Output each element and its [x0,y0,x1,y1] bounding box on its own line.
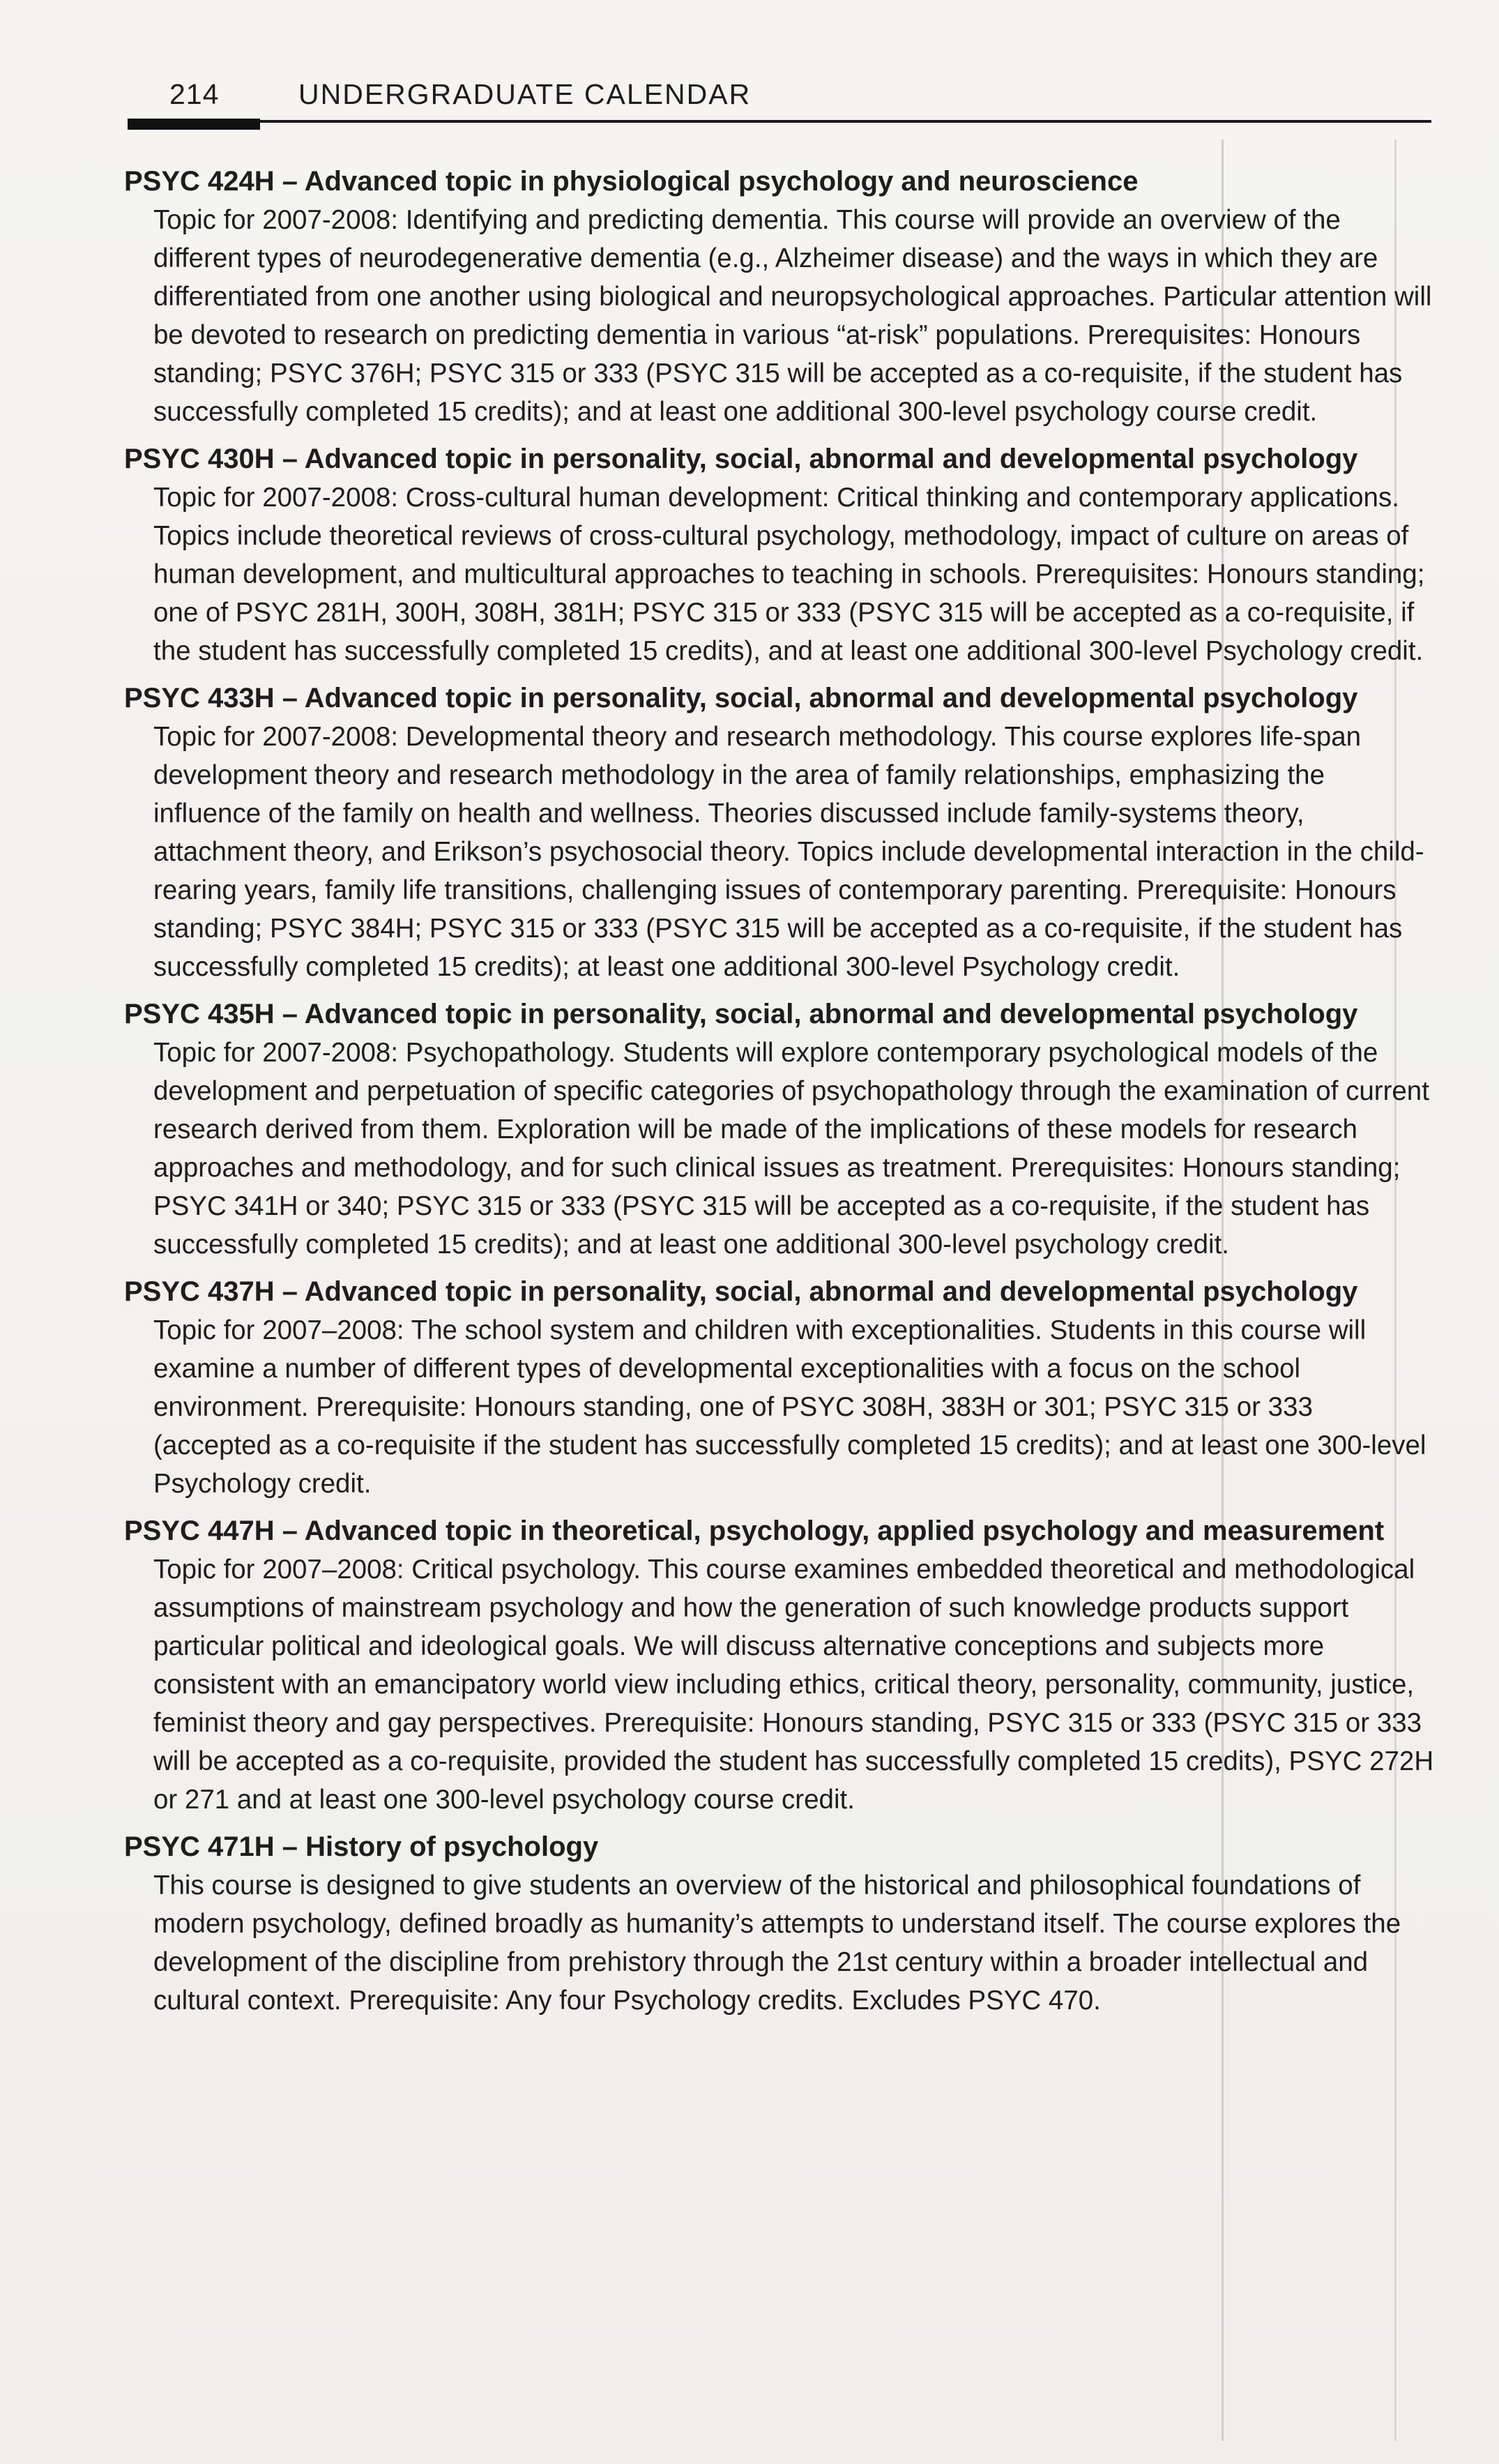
course-title: PSYC 447H – Advanced topic in theoretical, psychology, applied psychology and measurement [124,1516,1385,1546]
page-header [128,78,1431,127]
course-title: PSYC 471H – History of psychology [124,1831,599,1862]
course-description: Topic for 2007–2008: The school system and children with exceptionalities. Students in this course will examine a number of different types of developmental exceptionalities with a focus on the school environment. Prerequisite: Honours standing, one of PSYC 308H, 383H or 301; PSYC 315 or 333 (accepted as a co-requisite if the student has successfully completed 15 credits); and at least one 300-level Psychology credit. [153,1315,1426,1499]
running-title: UNDERGRADUATE CALENDAR [298,78,752,110]
course-title: PSYC 424H – Advanced topic in physiological psychology and neuroscience [124,166,1139,197]
course-entry [124,1272,1435,1503]
course-description: This course is designed to give students an overview of the historical and philosophical foundations of modern psychology, defined broadly as humanity’s attempts to understand itself. The course explores the development of the discipline from prehistory through the 21st century within a broader intellectual and cultural context. Prerequisite: Any four Psychology credits. Excludes PSYC 470. [153,1870,1401,2016]
course-entry [124,1827,1435,2020]
header-rule [128,120,1431,123]
course-entry [124,162,1435,431]
course-title: PSYC 437H – Advanced topic in personality, social, abnormal and developmental psychology [124,1276,1358,1307]
course-entry [124,1511,1435,1819]
course-description: Topic for 2007-2008: Cross-cultural human development: Critical thinking and contemporary applications. Topics include theoretical reviews of cross-cultural psychology, methodology, impact of culture on areas of human development, and multicultural approaches to teaching in schools. Prerequisites: Honours standing; one of PSYC 281H, 300H, 308H, 381H; PSYC 315 or 333 (PSYC 315 will be accepted as a co-requisite, if the student has successfully completed 15 credits), and at least one additional 300-level Psychology credit. [153,483,1425,666]
course-list [124,162,1435,2028]
page-number: 214 [169,78,220,110]
course-title: PSYC 430H – Advanced topic in personality, social, abnormal and developmental psychology [124,444,1358,474]
course-title: PSYC 435H – Advanced topic in personality, social, abnormal and developmental psychology [124,999,1358,1029]
course-description: Topic for 2007–2008: Critical psychology. This course examines embedded theoretical and methodological assumptions of mainstream psychology and how the generation of such knowledge products support particular political and ideological goals. We will discuss alternative conceptions and subjects more consistent with an emancipatory world view including ethics, critical theory, personality, community, justice, feminist theory and gay perspectives. Prerequisite: Honours standing, PSYC 315 or 333 (PSYC 315 or 333 will be accepted as a co-requisite, provided the student has successfully completed 15 credits), PSYC 272H or 271 and at least one 300-level psychology course credit. [153,1555,1434,1815]
course-description: Topic for 2007-2008: Psychopathology. Students will explore contemporary psychological models of the development and perpetuation of specific categories of psychopathology through the examination of current research derived from them. Exploration will be made of the implications of these models for research approaches and methodology, and for such clinical issues as treatment. Prerequisites: Honours standing; PSYC 341H or 340; PSYC 315 or 333 (PSYC 315 will be accepted as a co-requisite, if the student has successfully completed 15 credits); and at least one additional 300-level psychology credit. [153,1038,1429,1260]
header-rule-tab [128,119,260,130]
course-description: Topic for 2007-2008: Developmental theory and research methodology. This course explores life-span development theory and research methodology in the area of family relationships, emphasizing the influence of the family on health and wellness. Theories discussed include family-systems theory, attachment theory, and Erikson’s psychosocial theory. Topics include developmental interaction in the child-rearing years, family life transitions, challenging issues of contemporary parenting. Prerequisite: Honours standing; PSYC 384H; PSYC 315 or 333 (PSYC 315 will be accepted as a co-requisite, if the student has successfully completed 15 credits); at least one additional 300-level Psychology credit. [153,722,1424,982]
course-title: PSYC 433H – Advanced topic in personality, social, abnormal and developmental psychology [124,683,1358,713]
course-entry [124,679,1435,986]
course-description: Topic for 2007-2008: Identifying and predicting dementia. This course will provide an overview of the different types of neurodegenerative dementia (e.g., Alzheimer disease) and the ways in which they are differentiated from one another using biological and neuropsychological approaches. Particular attention will be devoted to research on predicting dementia in various “at-risk” populations. Prerequisites: Honours standing; PSYC 376H; PSYC 315 or 333 (PSYC 315 will be accepted as a co-requisite, if the student has successfully completed 15 credits); and at least one additional 300-level psychology course credit. [153,205,1432,427]
course-entry [124,439,1435,670]
course-entry [124,995,1435,1264]
